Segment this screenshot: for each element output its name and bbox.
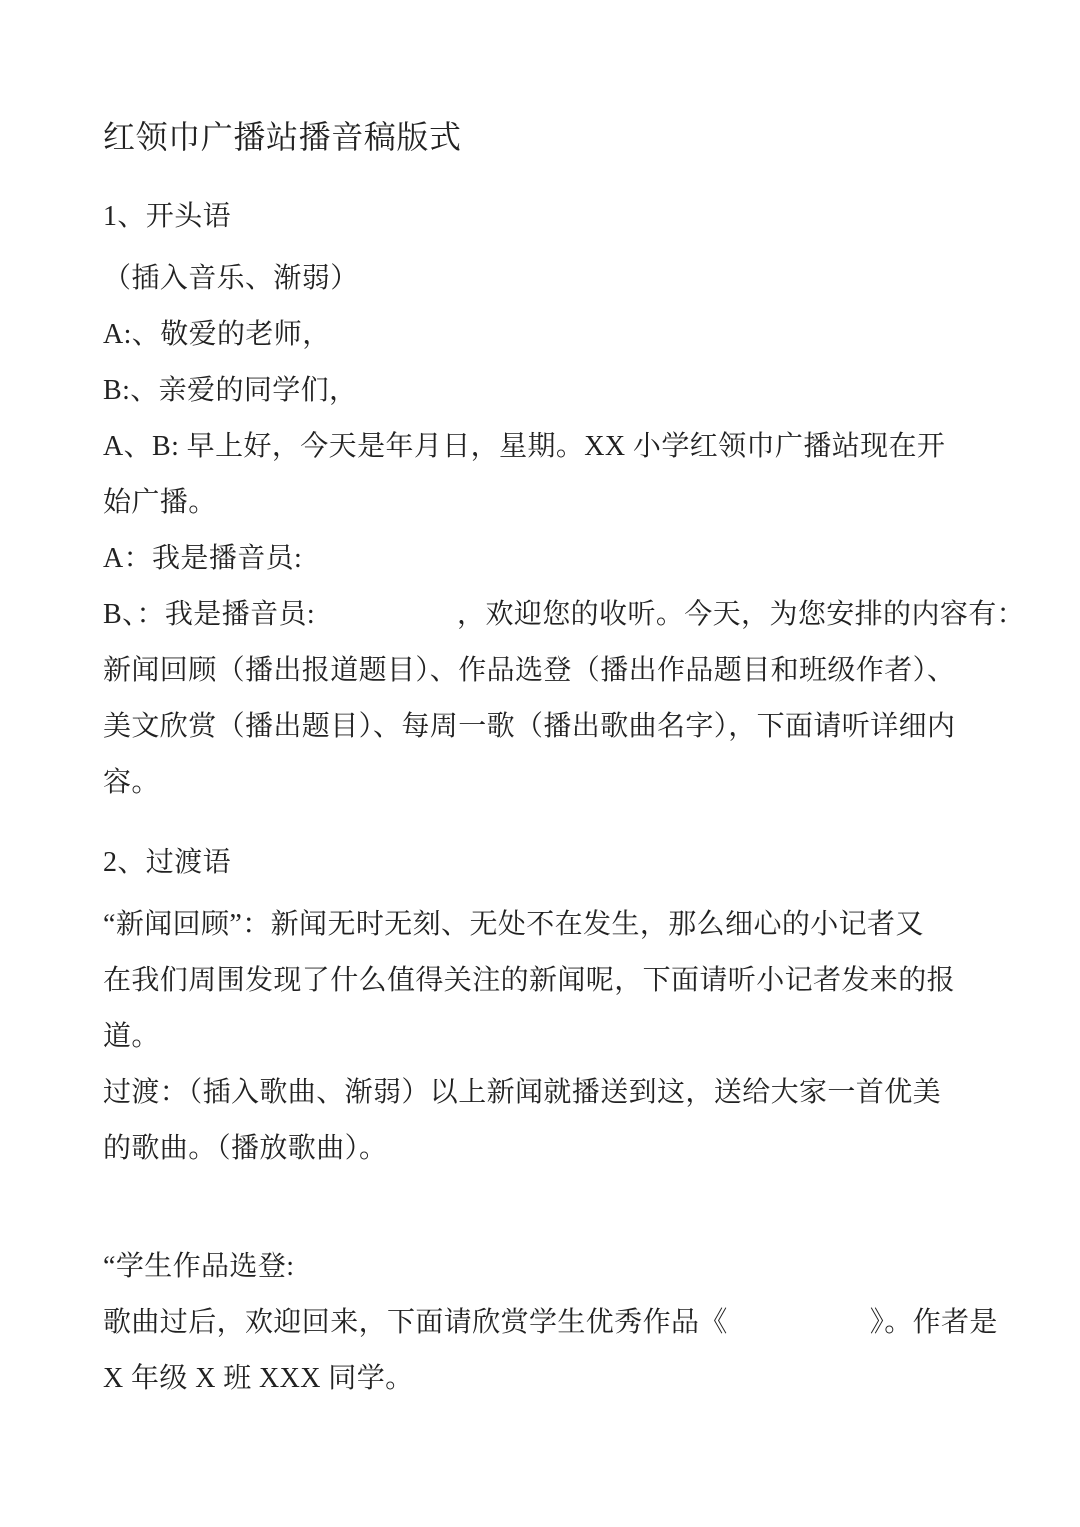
text-line-speaker-a-greeting: A:、敬爱的老师，	[103, 319, 331, 350]
section-heading-opening: 1、开头语	[103, 201, 232, 232]
text-line-ab-intro: A、B: 早上好，今天是年月日，星期。XX 小学红领巾广播站现在开	[103, 431, 946, 462]
section-heading-transition: 2、过渡语	[103, 847, 232, 878]
text-line-student-works: 歌曲过后，欢迎回来，下面请欣赏学生优秀作品《 》。作者是	[103, 1307, 998, 1338]
text-line-program-list: 新闻回顾（播出报道题目）、作品选登（播出作品题目和班级作者）、	[103, 655, 956, 686]
text-line-transition-cue: 过渡：（插入歌曲、渐弱）以上新闻就播送到这，送给大家一首优美	[103, 1077, 942, 1108]
text-line-ab-intro-cont: 始广播。	[103, 487, 217, 518]
text-line-student-works-author: X 年级 X 班 XXX 同学。	[103, 1363, 414, 1394]
text-line-program-list-cont: 美文欣赏（播出题目）、每周一歌（播出歌曲名字），下面请听详细内	[103, 711, 956, 742]
text-line-announcer-b: B、：我是播音员: ，欢迎您的收听。今天，为您安排的内容有：	[103, 599, 1026, 630]
text-line-news-review-end: 道。	[103, 1021, 160, 1052]
document-title: 红领巾广播站播音稿版式	[103, 119, 462, 155]
text-line-program-list-end: 容。	[103, 767, 160, 798]
text-line-news-review: “新闻回顾”：新闻无时无刻、无处不在发生，那么细心的小记者又	[103, 909, 924, 940]
text-line-music-cue: （插入音乐、渐弱）	[103, 263, 359, 294]
text-line-transition-cue-cont: 的歌曲。（播放歌曲）。	[103, 1133, 388, 1164]
text-line-news-review-cont: 在我们周围发现了什么值得关注的新闻呢，下面请听小记者发来的报	[103, 965, 956, 996]
text-line-announcer-a: A：我是播音员:	[103, 543, 303, 574]
text-line-speaker-b-greeting: B:、亲爱的同学们，	[103, 375, 358, 406]
text-line-student-works-heading: “学生作品选登:	[103, 1251, 295, 1282]
